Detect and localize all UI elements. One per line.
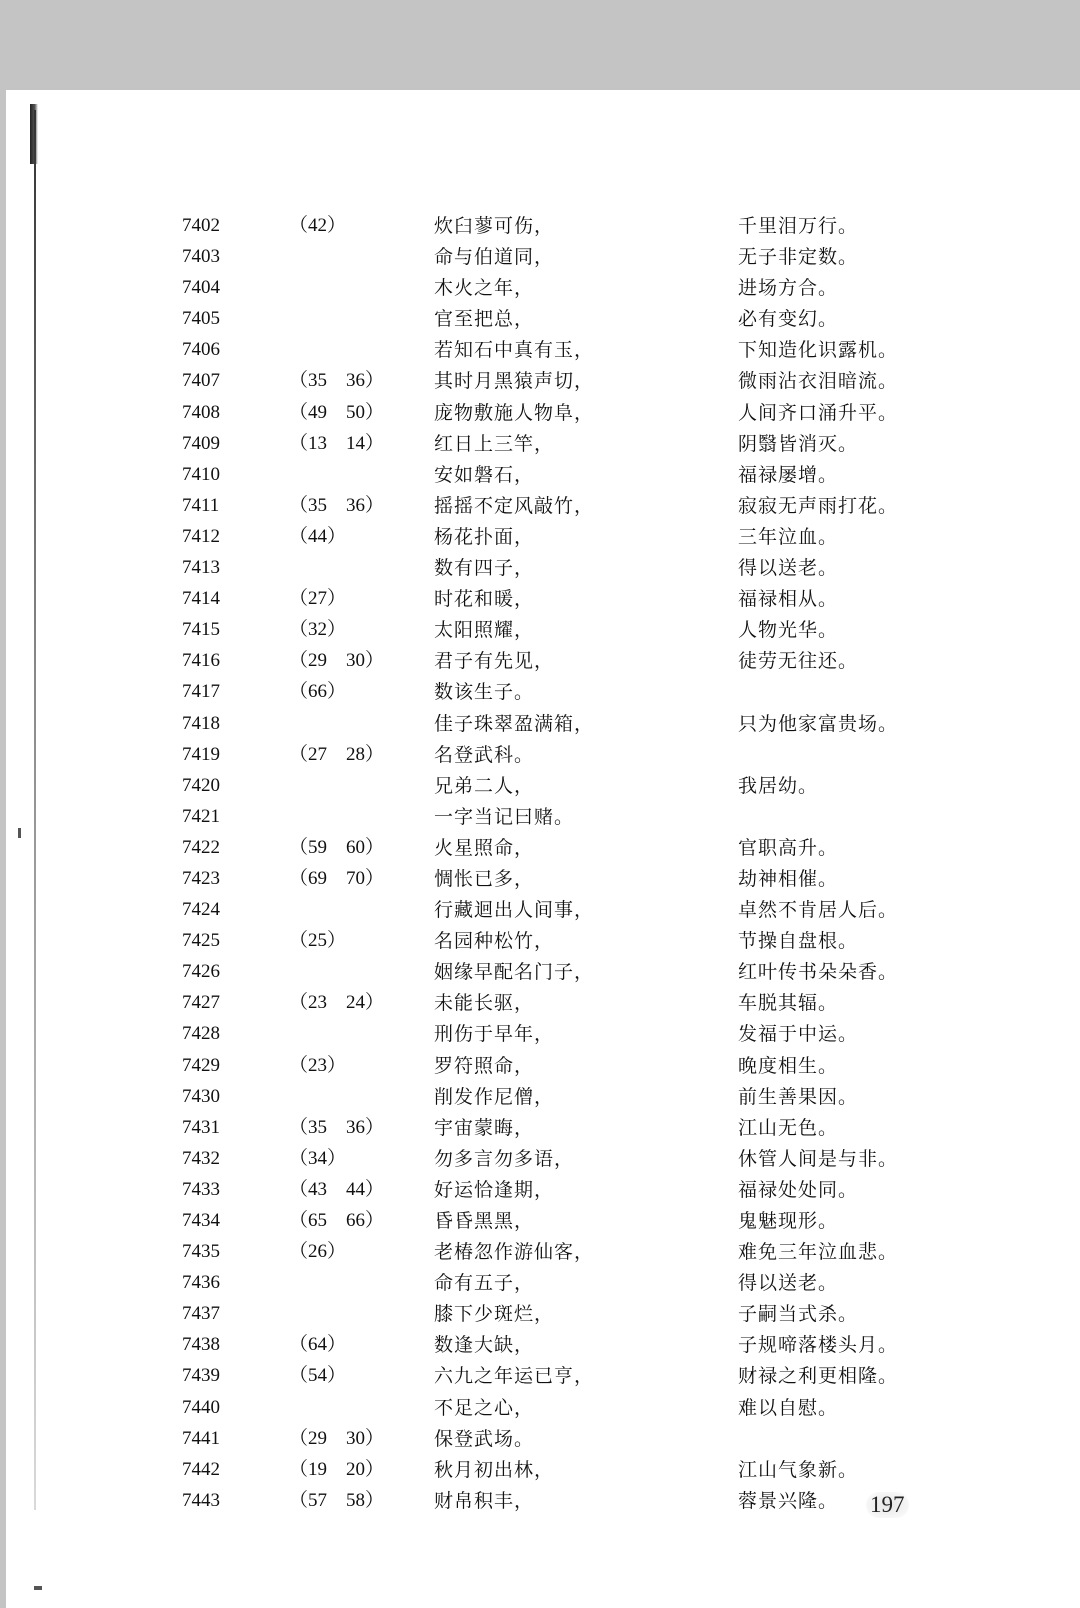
verse-line-second: 财禄之利更相隆。	[738, 1365, 899, 1388]
table-row	[6, 712, 1080, 743]
entry-number: 7436	[182, 1272, 220, 1294]
verse-line-first: 一字当记曰赌。	[434, 805, 575, 828]
verse-line-second: 阴翳皆消灭。	[738, 432, 859, 455]
entry-number: 7439	[182, 1365, 220, 1387]
table-row	[6, 960, 1080, 991]
verse-line-first: 罗符照命，	[434, 1054, 535, 1077]
verse-line-first: 命有五子，	[434, 1272, 535, 1295]
verse-line-first: 数该生子。	[434, 681, 535, 704]
verse-line-first: 六九之年运已亨，	[434, 1365, 595, 1388]
entry-reference: （64）	[289, 1334, 347, 1356]
table-row	[6, 680, 1080, 711]
verse-line-first: 摇摇不定风敲竹，	[434, 494, 595, 517]
verse-line-second: 江山气象新。	[738, 1458, 859, 1481]
table-row	[6, 1396, 1080, 1427]
verse-line-first: 时花和暖，	[434, 588, 535, 611]
entry-number: 7424	[182, 899, 220, 921]
verse-line-first: 保登武场。	[434, 1427, 535, 1450]
verse-line-first: 名登武科。	[434, 743, 535, 766]
verse-line-second: 得以送老。	[738, 557, 839, 580]
entry-reference: （42）	[289, 215, 347, 236]
table-row	[6, 401, 1080, 432]
table-row	[6, 1333, 1080, 1364]
table-row	[6, 214, 1080, 245]
table-row	[6, 991, 1080, 1022]
verse-line-second: 劫神相催。	[738, 867, 839, 890]
entry-number: 7427	[182, 992, 220, 1014]
verse-line-second: 徒劳无往还。	[738, 650, 859, 673]
verse-line-second: 子规啼落楼头月。	[738, 1334, 899, 1357]
entry-number: 7433	[182, 1178, 220, 1200]
entry-number: 7437	[182, 1303, 220, 1325]
table-row	[6, 587, 1080, 618]
entry-number: 7417	[182, 681, 220, 703]
table-row	[6, 525, 1080, 556]
entry-reference: （27 28）	[289, 743, 385, 765]
entry-number: 7404	[182, 277, 220, 299]
entry-reference: （19 20）	[289, 1458, 385, 1480]
verse-line-first: 好运恰逢期，	[434, 1178, 555, 1201]
verse-line-first: 杨花扑面，	[434, 525, 535, 548]
verse-line-second: 红叶传书朵朵香。	[738, 961, 899, 984]
verse-line-first: 惆怅已多，	[434, 867, 535, 890]
verse-line-first: 老椿忽作游仙客，	[434, 1241, 595, 1264]
table-row	[6, 743, 1080, 774]
entry-reference: （57 58）	[289, 1489, 385, 1511]
entry-number: 7405	[182, 308, 220, 330]
entry-number: 7420	[182, 774, 220, 796]
table-row	[6, 1085, 1080, 1116]
entry-number: 7441	[182, 1427, 220, 1449]
verse-line-second: 福禄屡增。	[738, 463, 839, 486]
entry-reference: （43 44）	[289, 1178, 385, 1200]
verse-line-first: 财帛积丰，	[434, 1489, 535, 1512]
page-number: 197	[866, 1492, 909, 1518]
entry-number: 7425	[182, 930, 220, 952]
entry-reference: （35 36）	[289, 370, 385, 392]
verse-line-second: 发福于中运。	[738, 1023, 859, 1046]
table-row	[6, 1489, 1080, 1520]
table-row	[6, 463, 1080, 494]
entry-number: 7406	[182, 339, 220, 361]
entry-number: 7434	[182, 1210, 220, 1231]
entry-reference: （35 36）	[289, 494, 385, 516]
verse-line-first: 兄弟二人，	[434, 774, 535, 797]
verse-line-second: 人物光华。	[738, 619, 839, 642]
verse-line-second: 只为他家富贵场。	[738, 712, 899, 735]
verse-line-first: 命与伯道同，	[434, 246, 555, 269]
table-row	[6, 898, 1080, 929]
entry-number: 7432	[182, 1147, 220, 1169]
entry-number: 7411	[182, 494, 220, 516]
table-row	[6, 1116, 1080, 1147]
entry-reference: （26）	[289, 1241, 347, 1263]
verse-line-second: 节操自盘根。	[738, 930, 859, 953]
table-row	[6, 1302, 1080, 1333]
verse-line-first: 勿多言勿多语，	[434, 1147, 575, 1170]
verse-line-first: 数逢大缺，	[434, 1334, 535, 1357]
verse-line-second: 难以自慰。	[738, 1396, 839, 1419]
verse-line-second: 得以送老。	[738, 1272, 839, 1295]
entry-number: 7414	[182, 588, 220, 610]
table-row	[6, 494, 1080, 525]
verse-line-second: 千里泪万行。	[738, 215, 859, 237]
verse-line-first: 不足之心，	[434, 1396, 535, 1419]
verse-line-second: 官职高升。	[738, 836, 839, 859]
table-row	[6, 805, 1080, 836]
verse-line-second: 蓉景兴隆。	[738, 1489, 839, 1512]
verse-line-second: 下知造化识露机。	[738, 339, 899, 362]
table-row	[6, 338, 1080, 369]
entry-reference: （49 50）	[289, 401, 385, 423]
verse-line-second: 我居幼。	[738, 774, 819, 797]
entry-number: 7409	[182, 432, 220, 454]
entry-number: 7419	[182, 743, 220, 765]
verse-line-first: 秋月初出林，	[434, 1458, 555, 1481]
verse-line-first: 佳子珠翠盈满箱，	[434, 712, 595, 735]
table-row	[6, 369, 1080, 400]
verse-line-second: 人间齐口涌升平。	[738, 401, 899, 424]
entry-number: 7403	[182, 246, 220, 268]
table-row	[6, 1209, 1080, 1240]
verse-line-first: 削发作尼僧，	[434, 1085, 555, 1108]
table-row	[6, 1022, 1080, 1053]
entry-reference: （23 24）	[289, 992, 385, 1014]
entry-number: 7435	[182, 1241, 220, 1263]
verse-line-second: 难免三年泣血悲。	[738, 1241, 899, 1264]
table-row	[6, 1178, 1080, 1209]
verse-line-first: 庞物敷施人物阜，	[434, 401, 595, 424]
verse-line-second: 前生善果因。	[738, 1085, 859, 1108]
verse-line-second: 休管人间是与非。	[738, 1147, 899, 1170]
entry-reference: （23）	[289, 1054, 347, 1076]
verse-line-first: 姻缘早配名门子，	[434, 961, 595, 984]
entry-number: 7440	[182, 1396, 220, 1418]
entry-number: 7408	[182, 401, 220, 423]
verse-line-first: 数有四子，	[434, 557, 535, 580]
entry-reference: （44）	[289, 525, 347, 547]
entry-number: 7428	[182, 1023, 220, 1045]
entry-number: 7431	[182, 1116, 220, 1138]
table-row	[6, 1271, 1080, 1302]
table-row	[6, 245, 1080, 276]
verse-line-second: 进场方合。	[738, 277, 839, 300]
verse-line-first: 炊臼蓼可伤，	[434, 215, 555, 237]
table-row	[6, 556, 1080, 587]
table-row	[6, 307, 1080, 338]
entry-reference: （59 60）	[289, 836, 385, 858]
verse-line-second: 福禄处处同。	[738, 1178, 859, 1201]
entry-reference: （65 66）	[289, 1210, 385, 1231]
verse-line-second: 子嗣当式杀。	[738, 1303, 859, 1326]
verse-line-first: 官至把总，	[434, 308, 535, 331]
entry-number: 7423	[182, 867, 220, 889]
verse-line-second: 无子非定数。	[738, 246, 859, 269]
document-page	[6, 90, 1080, 1608]
verse-line-second: 寂寂无声雨打花。	[738, 494, 899, 517]
verse-line-second: 鬼魅现形。	[738, 1210, 839, 1232]
entry-number: 7442	[182, 1458, 220, 1480]
verse-line-second: 晚度相生。	[738, 1054, 839, 1077]
table-row	[6, 276, 1080, 307]
verse-line-first: 木火之年，	[434, 277, 535, 300]
entry-number: 7410	[182, 463, 220, 485]
verse-line-first: 太阳照耀，	[434, 619, 535, 642]
scan-mark	[34, 1586, 42, 1590]
verse-line-first: 君子有先见，	[434, 650, 555, 673]
entry-reference: （54）	[289, 1365, 347, 1387]
entry-reference: （29 30）	[289, 1427, 385, 1449]
entry-number: 7421	[182, 805, 220, 827]
verse-line-second: 卓然不肯居人后。	[738, 899, 899, 922]
entry-reference: （32）	[289, 619, 347, 641]
entry-number: 7415	[182, 619, 220, 641]
verse-line-first: 安如磐石，	[434, 463, 535, 486]
verse-line-first: 刑伤于早年，	[434, 1023, 555, 1046]
verse-line-first: 膝下少斑烂，	[434, 1303, 555, 1326]
entry-number: 7413	[182, 557, 220, 579]
table-row	[6, 836, 1080, 867]
verse-line-first: 昏昏黑黑，	[434, 1210, 535, 1232]
entry-number: 7418	[182, 712, 220, 734]
verse-line-first: 未能长驱，	[434, 992, 535, 1015]
table-row	[6, 1458, 1080, 1489]
verse-line-second: 微雨沾衣泪暗流。	[738, 370, 899, 393]
table-row	[6, 1240, 1080, 1271]
entry-reference: （25）	[289, 930, 347, 952]
entry-number: 7402	[182, 215, 220, 236]
verse-line-second: 江山无色。	[738, 1116, 839, 1139]
verse-line-first: 火星照命，	[434, 836, 535, 859]
table-row	[6, 1427, 1080, 1458]
entry-number: 7416	[182, 650, 220, 672]
table-row	[6, 432, 1080, 463]
verse-line-first: 宇宙蒙晦，	[434, 1116, 535, 1139]
verse-line-first: 其时月黑猿声切，	[434, 370, 595, 393]
verse-line-first: 若知石中真有玉，	[434, 339, 595, 362]
entry-reference: （66）	[289, 681, 347, 703]
entry-number: 7443	[182, 1489, 220, 1511]
table-row	[6, 1364, 1080, 1395]
entry-reference: （34）	[289, 1147, 347, 1169]
table-row	[6, 867, 1080, 898]
entry-number: 7430	[182, 1085, 220, 1107]
table-row	[6, 1054, 1080, 1085]
table-row	[6, 618, 1080, 649]
entry-reference: （35 36）	[289, 1116, 385, 1138]
verse-line-second: 必有变幻。	[738, 308, 839, 331]
table-row	[6, 649, 1080, 680]
entry-reference: （13 14）	[289, 432, 385, 454]
entry-reference: （69 70）	[289, 867, 385, 889]
verse-line-first: 名园种松竹，	[434, 930, 555, 953]
entry-number: 7407	[182, 370, 220, 392]
verse-table	[6, 214, 1080, 1520]
table-row	[6, 774, 1080, 805]
verse-line-first: 红日上三竿，	[434, 432, 555, 455]
verse-line-first: 行藏迴出人间事，	[434, 899, 595, 922]
table-row	[6, 929, 1080, 960]
entry-number: 7429	[182, 1054, 220, 1076]
entry-reference: （27）	[289, 588, 347, 610]
table-row	[6, 1147, 1080, 1178]
entry-number: 7422	[182, 836, 220, 858]
entry-number: 7412	[182, 525, 220, 547]
entry-reference: （29 30）	[289, 650, 385, 672]
entry-number: 7438	[182, 1334, 220, 1356]
entry-number: 7426	[182, 961, 220, 983]
verse-line-second: 三年泣血。	[738, 525, 839, 548]
verse-line-second: 福禄相从。	[738, 588, 839, 611]
verse-line-second: 车脱其辐。	[738, 992, 839, 1015]
